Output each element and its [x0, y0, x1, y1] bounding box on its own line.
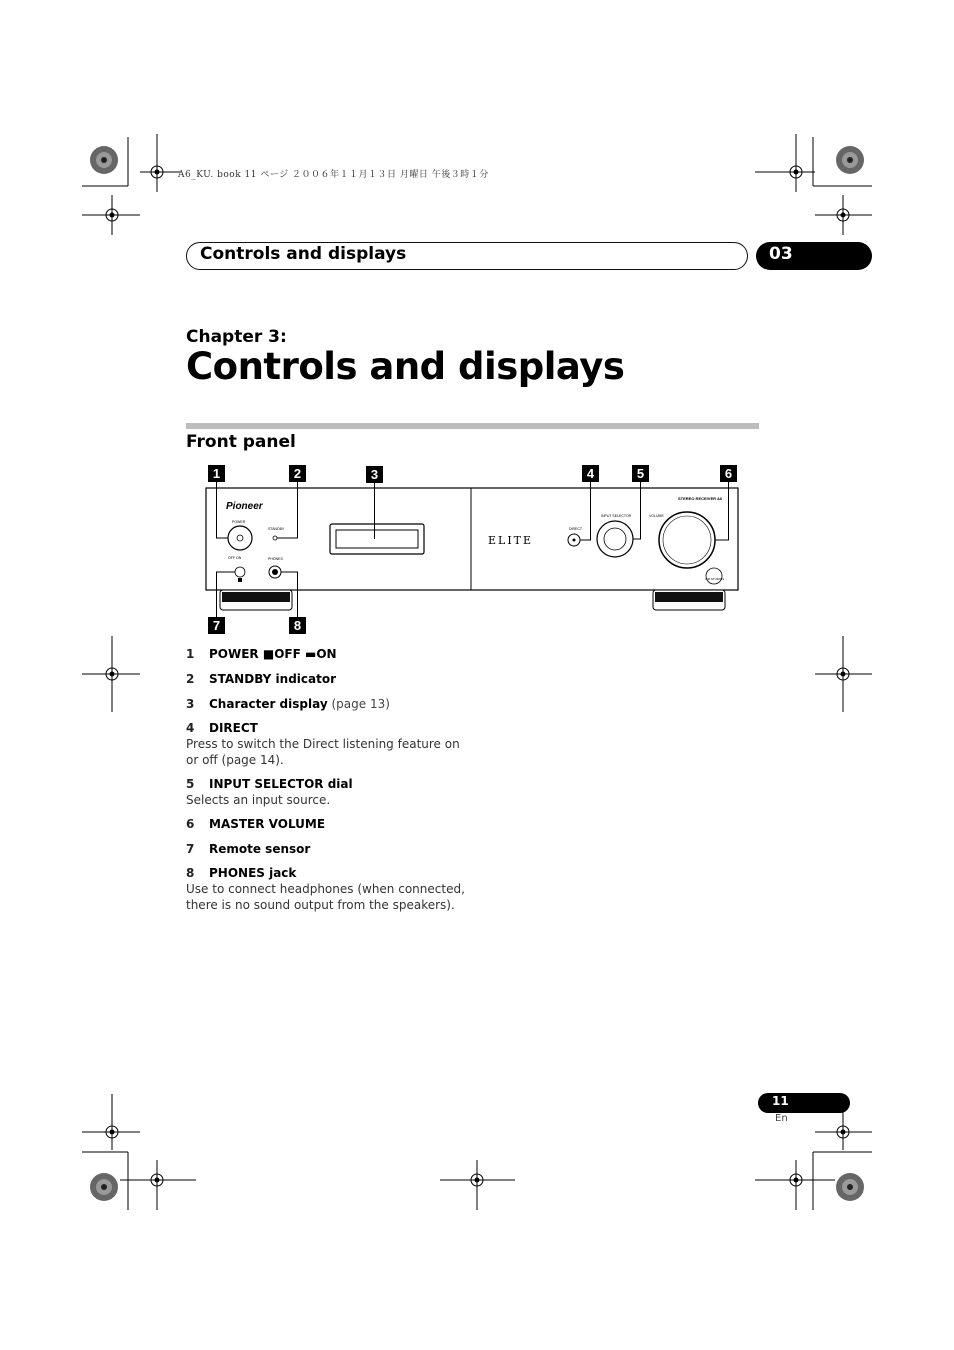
remote-sensor [235, 567, 245, 577]
on-symbol: ▬ [304, 647, 317, 661]
section-rule [186, 423, 759, 429]
chapter-title: Controls and displays [186, 345, 625, 388]
svg-text:STEREO RECEIVER A6: STEREO RECEIVER A6 [678, 496, 723, 501]
svg-text:STANDBY: STANDBY [268, 527, 285, 531]
item-description: Use to connect headphones (when connected, there is no sound output from the speakers). [186, 882, 465, 912]
list-item: 2 STANDBY indicator [186, 672, 337, 686]
svg-text:7: 7 [212, 618, 221, 633]
list-item: 7 Remote sensor [186, 842, 311, 856]
item-description: Selects an input source. [186, 793, 331, 807]
callout-2 [289, 465, 306, 482]
section-header-title: Controls and displays [200, 244, 407, 264]
callout-4 [582, 465, 599, 482]
svg-text:3: 3 [370, 467, 379, 482]
control-list [186, 646, 486, 913]
section-number: 03 [769, 244, 793, 264]
callout-5 [632, 465, 649, 482]
list-item: 5 INPUT SELECTOR dial [186, 777, 353, 791]
callout-8 [289, 617, 306, 634]
svg-text:5: 5 [636, 466, 645, 481]
power-button [228, 526, 252, 550]
svg-text:AIR STUDIOS: AIR STUDIOS [705, 577, 725, 581]
elite-logo: ELITE [488, 534, 534, 547]
list-item: 3 Character display (page 13) [186, 697, 390, 711]
section-heading: Front panel [186, 432, 296, 452]
front-panel-figure [186, 462, 746, 642]
list-item: 4 DIRECT [186, 721, 258, 735]
svg-text:4: 4 [586, 466, 595, 481]
svg-text:OFF ON: OFF ON [228, 556, 242, 560]
list-item: 6 MASTER VOLUME [186, 817, 326, 831]
callout-7 [208, 617, 225, 634]
svg-text:INPUT SELECTOR: INPUT SELECTOR [601, 514, 632, 518]
svg-text:PHONES: PHONES [268, 557, 283, 561]
print-info-line: A6_KU. book 11 ページ ２００６年１１月１３日 月曜日 午後３時１分 [178, 170, 489, 180]
list-item: 1 POWER ■OFF ▬ON [186, 647, 337, 661]
list-item: 8 PHONES jack [186, 866, 297, 880]
page-language: En [775, 1113, 788, 1124]
air-studios-badge [705, 568, 725, 584]
callout-3 [366, 466, 383, 483]
svg-text:POWER: POWER [232, 520, 246, 524]
svg-text:VOLUME: VOLUME [649, 514, 664, 518]
page-number: 11 [772, 1094, 789, 1108]
svg-text:DIRECT: DIRECT [569, 527, 583, 531]
chapter-label: Chapter 3: [186, 327, 287, 347]
standby-led [273, 536, 277, 540]
callout-6 [720, 465, 737, 482]
svg-text:2: 2 [293, 466, 302, 481]
pioneer-logo: Pioneer [226, 501, 263, 512]
svg-text:6: 6 [724, 466, 733, 481]
callout-1 [208, 465, 225, 482]
receiver-body [206, 488, 738, 590]
svg-text:1: 1 [212, 466, 221, 481]
svg-text:8: 8 [293, 618, 302, 633]
item-description: Press to switch the Direct listening feature on or off (page 14). [186, 737, 460, 767]
off-symbol: ■ [262, 647, 275, 661]
